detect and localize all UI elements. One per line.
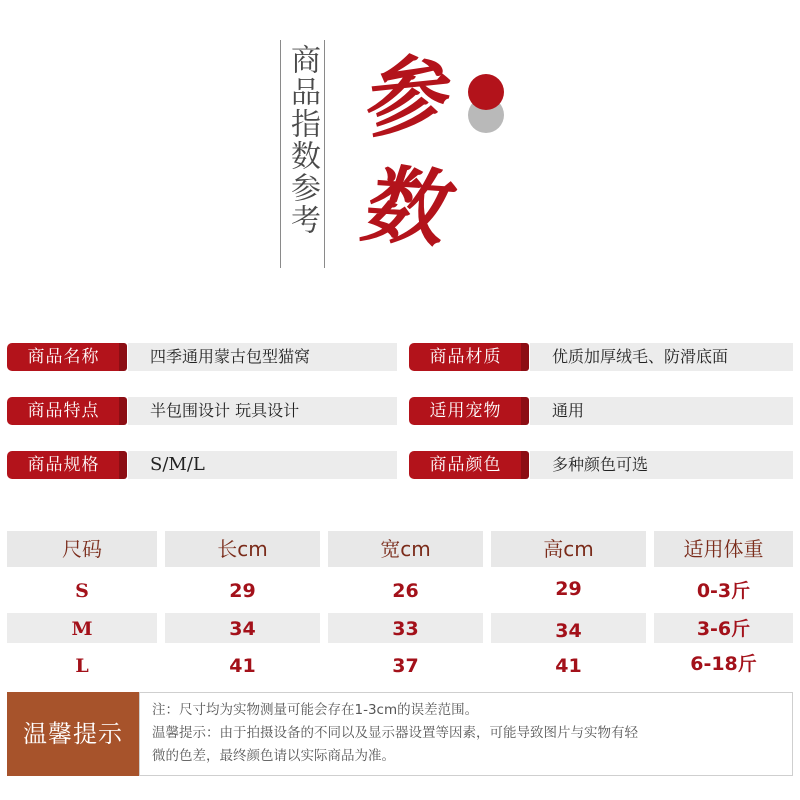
param-value: 半包围设计 玩具设计 [128,397,397,425]
title-char-shu: 数 [356,154,448,259]
param-label: 商品规格 [7,451,120,479]
table-header-weight: 适用体重 [654,531,793,567]
weight-cell: 6-18斤 [690,653,757,675]
param-value: 多种颜色可选 [530,451,793,479]
notice-line-3: 微的色差，最终颜色请以实际商品为准。 [152,748,395,764]
param-value: S/M/L [128,451,397,479]
height-cell: 29 [555,578,582,600]
param-label: 商品名称 [7,343,120,371]
param-value: 四季通用蒙古包型猫窝 [128,343,397,371]
title-char-can: 参 [355,42,449,151]
param-label: 商品颜色 [409,451,522,479]
vertical-title: 商品指数参考 [285,44,320,236]
param-label: 商品材质 [409,343,522,371]
table-header-width: 宽cm [328,531,483,567]
width-cell: 26 [392,580,419,602]
width-cell: 37 [392,655,419,677]
param-value: 优质加厚绒毛、防滑底面 [530,343,793,371]
left-divider [280,40,281,268]
red-circle-decoration [468,74,504,110]
table-header-size: 尺码 [7,531,157,567]
size-cell: S [75,580,89,602]
size-cell: L [75,655,89,677]
height-cell: 41 [555,655,582,677]
notice-line-1: 注：尺寸均为实物测量可能会存在1-3cm的误差范围。 [152,702,479,718]
param-label: 商品特点 [7,397,120,425]
width-cell: 33 [392,618,419,640]
param-label: 适用宠物 [409,397,522,425]
length-cell: 34 [229,618,256,640]
table-header-height: 高cm [491,531,646,567]
size-cell: M [71,618,93,640]
notice-label: 温馨提示 [7,692,139,776]
weight-cell: 3-6斤 [696,618,751,640]
length-cell: 29 [229,580,256,602]
height-cell: 34 [555,620,582,642]
length-cell: 41 [229,655,256,677]
table-header-length: 长cm [165,531,320,567]
weight-cell: 0-3斤 [696,580,751,602]
notice-line-2: 温馨提示：由于拍摄设备的不同以及显示器设置等因素，可能导致图片与实物有轻 [152,725,638,741]
param-value: 通用 [530,397,793,425]
right-divider [324,40,325,268]
header [0,0,800,300]
